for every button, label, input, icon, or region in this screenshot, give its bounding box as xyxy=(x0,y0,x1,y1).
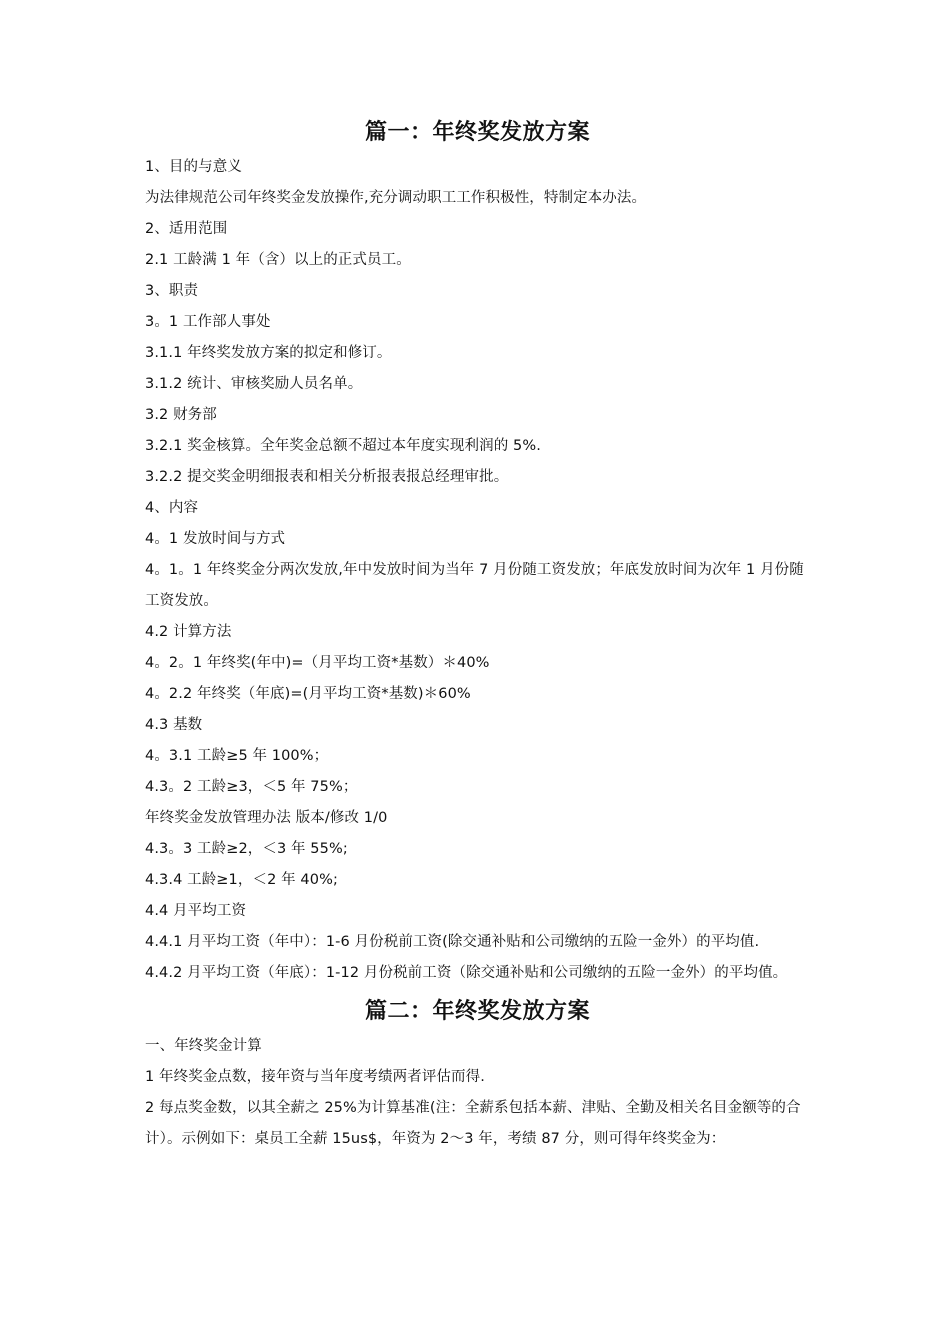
section-2-body xyxy=(145,1031,810,1155)
paragraph: 4。2。1 年终奖(年中)=（月平均工资*基数）＊40% xyxy=(145,655,490,671)
paragraph: 3.1.2 统计、审核奖励人员名单。 xyxy=(145,376,363,392)
paragraph: 3。1 工作部人事处 xyxy=(145,314,271,330)
paragraph: 4.3。3 工龄≥2，＜3 年 55%; xyxy=(145,841,348,857)
paragraph: 4。1。1 年终奖金分两次发放,年中发放时间为当年 7 月份随工资发放；年底发放时间为次年 1 月份随工资发放。 xyxy=(145,562,804,609)
document-page xyxy=(145,112,810,1155)
paragraph: 3.2.2 提交奖金明细报表和相关分析报表报总经理审批。 xyxy=(145,469,509,485)
document-title-1: 篇一：年终奖发放方案 xyxy=(364,119,590,145)
document-title-2: 篇二：年终奖发放方案 xyxy=(364,998,590,1024)
paragraph: 3.1.1 年终奖发放方案的拟定和修订。 xyxy=(145,345,392,361)
paragraph: 2.1 工龄满 1 年（含）以上的正式员工。 xyxy=(145,252,411,268)
paragraph: 2、适用范围 xyxy=(145,221,228,237)
paragraph: 年终奖金发放管理办法 版本/修改 1/0 xyxy=(145,810,388,826)
paragraph: 4.4.1 月平均工资（年中）：1-6 月份税前工资(除交通补贴和公司缴纳的五险一金外）的平均值. xyxy=(145,934,760,950)
paragraph: 1、目的与意义 xyxy=(145,159,242,175)
paragraph: 4.4.2 月平均工资（年底）：1-12 月份税前工资（除交通补贴和公司缴纳的五险一金外）的平均值。 xyxy=(145,965,788,981)
paragraph: 一、年终奖金计算 xyxy=(145,1038,262,1054)
paragraph: 4。3.1 工龄≥5 年 100%； xyxy=(145,748,329,764)
paragraph: 3.2 财务部 xyxy=(145,407,217,423)
paragraph: 4。1 发放时间与方式 xyxy=(145,531,286,547)
paragraph: 4.3 基数 xyxy=(145,717,203,733)
paragraph: 1 年终奖金点数，接年资与当年度考绩两者评估而得. xyxy=(145,1069,485,1085)
paragraph: 为法律规范公司年终奖金发放操作,充分调动职工工作积极性，特制定本办法。 xyxy=(145,190,647,206)
paragraph: 2 每点奖金数，以其全薪之 25%为计算基准(注：全薪系包括本薪、津贴、全勤及相关名目金额等的合计）。示例如下：桌员工全薪 15us$，年资为 2～3 年，考绩 87 分，则可得年终奖金为： xyxy=(145,1100,801,1147)
paragraph: 4.2 计算方法 xyxy=(145,624,232,640)
paragraph: 3、职责 xyxy=(145,283,199,299)
paragraph: 4.4 月平均工资 xyxy=(145,903,247,919)
paragraph: 4。2.2 年终奖（年底)=(月平均工资*基数)＊60% xyxy=(145,686,471,702)
section-1-body xyxy=(145,152,810,989)
paragraph: 4.3。2 工龄≥3，＜5 年 75%； xyxy=(145,779,358,795)
paragraph: 4.3.4 工龄≥1，＜2 年 40%; xyxy=(145,872,338,888)
paragraph: 3.2.1 奖金核算。全年奖金总额不超过本年度实现利润的 5%. xyxy=(145,438,541,454)
paragraph: 4、内容 xyxy=(145,500,199,516)
